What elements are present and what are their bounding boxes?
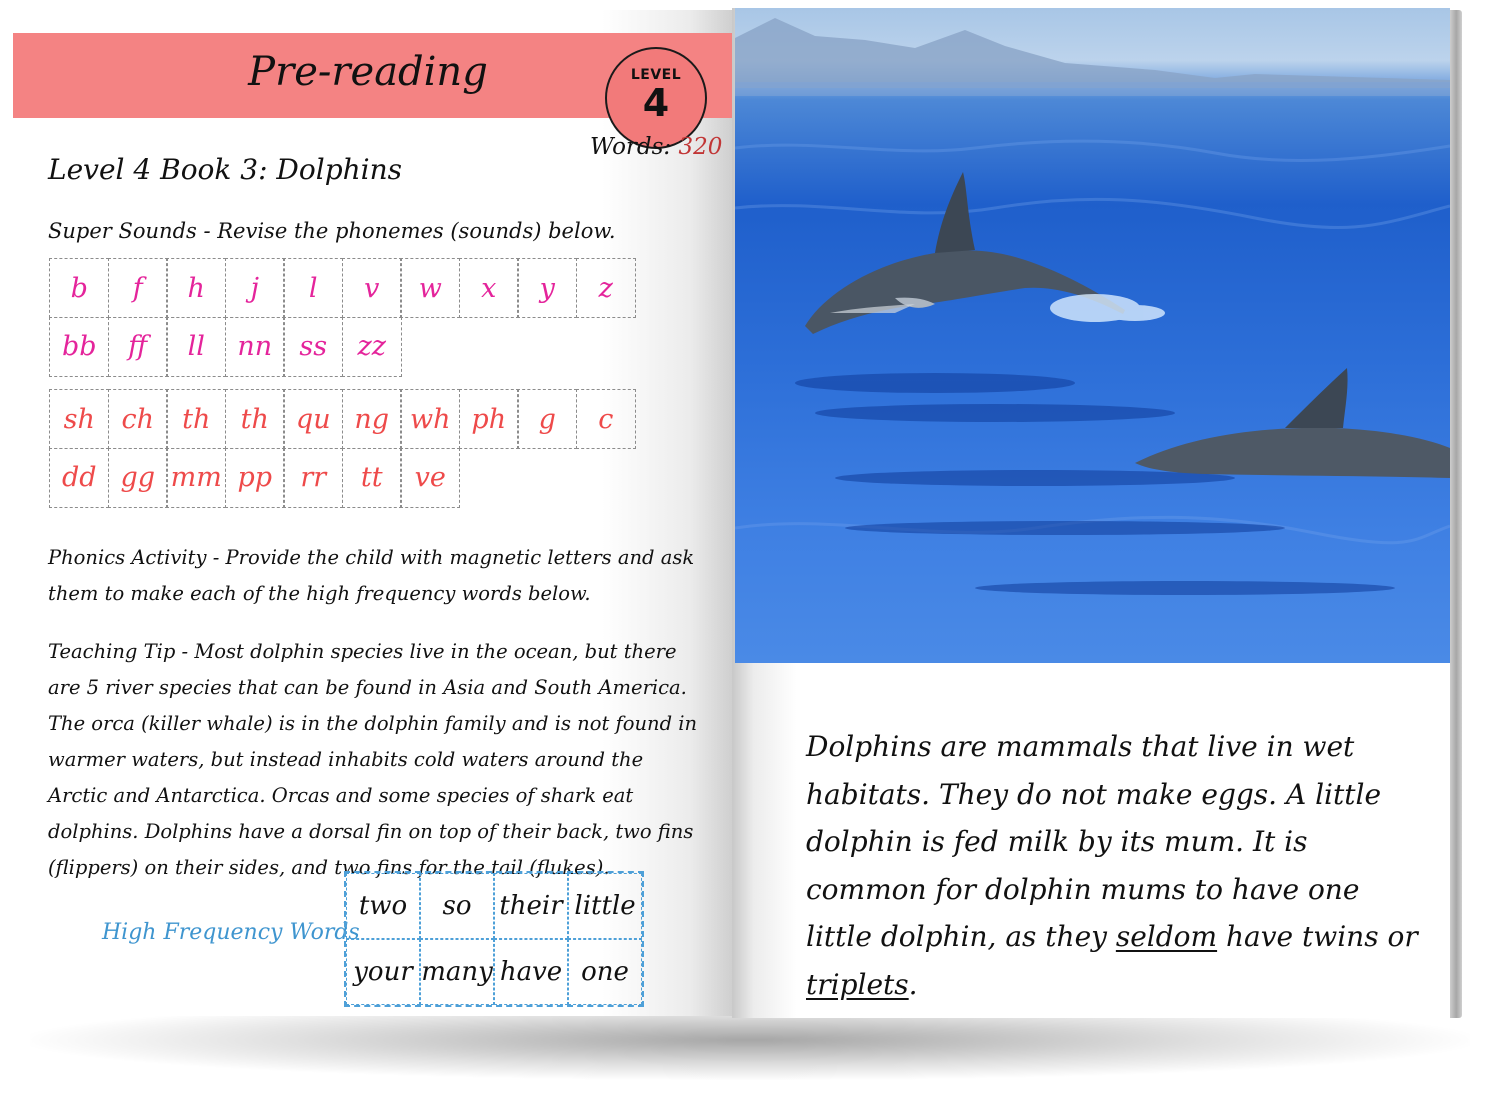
phoneme-grid-1 <box>50 259 635 376</box>
high-frequency-word: so <box>420 873 494 939</box>
pre-reading-banner <box>13 33 732 125</box>
phoneme-cell: bb <box>49 317 109 377</box>
empty-cell <box>576 317 636 377</box>
high-frequency-word: two <box>346 873 420 939</box>
phoneme-cell: pp <box>225 448 285 508</box>
story-part-1: Dolphins are mammals that live in wet habitats. They do not make eggs. A little dolphin is fed milk by its mum. It is common for dolphin mums to have one little dolphin, as they <box>806 730 1382 953</box>
story-text <box>806 723 1426 1008</box>
empty-cell <box>576 448 636 508</box>
phoneme-cell: w <box>400 258 460 318</box>
phoneme-cell: nn <box>225 317 285 377</box>
phoneme-cell: zz <box>342 317 402 377</box>
words-number: 320 <box>678 134 723 160</box>
phoneme-cell: b <box>49 258 109 318</box>
empty-cell <box>517 448 577 508</box>
phoneme-cell: c <box>576 389 636 449</box>
phoneme-cell: f <box>108 258 168 318</box>
vocab-word-seldom: seldom <box>1115 920 1218 953</box>
swimming-dolphin <box>1135 368 1450 478</box>
phoneme-cell: h <box>166 258 226 318</box>
phoneme-cell: ff <box>108 317 168 377</box>
book-cover-edge <box>1448 10 1462 1018</box>
phoneme-cell: ch <box>108 389 168 449</box>
phoneme-cell: qu <box>283 389 343 449</box>
empty-cell <box>517 317 577 377</box>
high-frequency-word: many <box>420 939 494 1005</box>
phoneme-cell: th <box>225 389 285 449</box>
high-frequency-word: little <box>568 873 642 939</box>
phoneme-cell: gg <box>108 448 168 508</box>
level-number: 4 <box>642 81 670 125</box>
phoneme-cell: mm <box>166 448 226 508</box>
phoneme-cell: ss <box>283 317 343 377</box>
phoneme-cell: ph <box>459 389 519 449</box>
level-label: LEVEL <box>630 67 682 83</box>
vocab-word-triplets: triplets <box>806 967 909 1001</box>
page-title: Pre-reading <box>248 49 488 95</box>
high-frequency-word: have <box>494 939 568 1005</box>
left-page <box>10 10 732 1016</box>
phoneme-cell: ll <box>166 317 226 377</box>
story-part-2: have twins or <box>1217 920 1418 953</box>
phoneme-cell: x <box>459 258 519 318</box>
dolphins-photo <box>735 8 1450 663</box>
right-page <box>732 8 1450 1018</box>
high-frequency-grid <box>344 871 644 1007</box>
phoneme-cell: rr <box>283 448 343 508</box>
phoneme-cell: z <box>576 258 636 318</box>
high-frequency-label: High Frequency Words <box>102 920 360 945</box>
super-sounds-heading: Super Sounds - Revise the phonemes (sounds) below. <box>48 219 616 243</box>
words-count <box>590 134 722 160</box>
empty-cell <box>459 317 519 377</box>
book-title: Level 4 Book 3: Dolphins <box>48 153 403 186</box>
empty-cell <box>459 448 519 508</box>
phoneme-cell: wh <box>400 389 460 449</box>
phonics-activity: Phonics Activity - Provide the child with magnetic letters and ask them to make each of the high frequency words below. <box>48 546 695 605</box>
phoneme-cell: v <box>342 258 402 318</box>
phoneme-grid-2 <box>50 390 635 507</box>
phoneme-cell: j <box>225 258 285 318</box>
phoneme-cell: dd <box>49 448 109 508</box>
dolphins-illustration <box>735 8 1450 663</box>
high-frequency-word: your <box>346 939 420 1005</box>
phoneme-cell: th <box>166 389 226 449</box>
high-frequency-word: their <box>494 873 568 939</box>
phoneme-cell: y <box>517 258 577 318</box>
phoneme-cell: sh <box>49 389 109 449</box>
high-frequency-word: one <box>568 939 642 1005</box>
phoneme-cell: g <box>517 389 577 449</box>
words-label: Words: <box>590 134 672 160</box>
phoneme-cell: tt <box>342 448 402 508</box>
phoneme-cell: ng <box>342 389 402 449</box>
teaching-tip: Teaching Tip - Most dolphin species live in the ocean, but there are 5 river species that can be found in Asia and South America. The orca (killer whale) is in the dolphin family and is not found in warmer waters, but instead inhabits cold waters around the Arctic and Antarctica. Orcas and some species of shark eat dolphins. Dolphins have a dorsal fin on top of their back, two fins (flippers) on their sides, and two fins for the tail (flukes). <box>48 640 698 879</box>
empty-cell <box>400 317 460 377</box>
phoneme-cell: ve <box>400 448 460 508</box>
story-part-3: . <box>908 967 918 1001</box>
phoneme-cell: l <box>283 258 343 318</box>
